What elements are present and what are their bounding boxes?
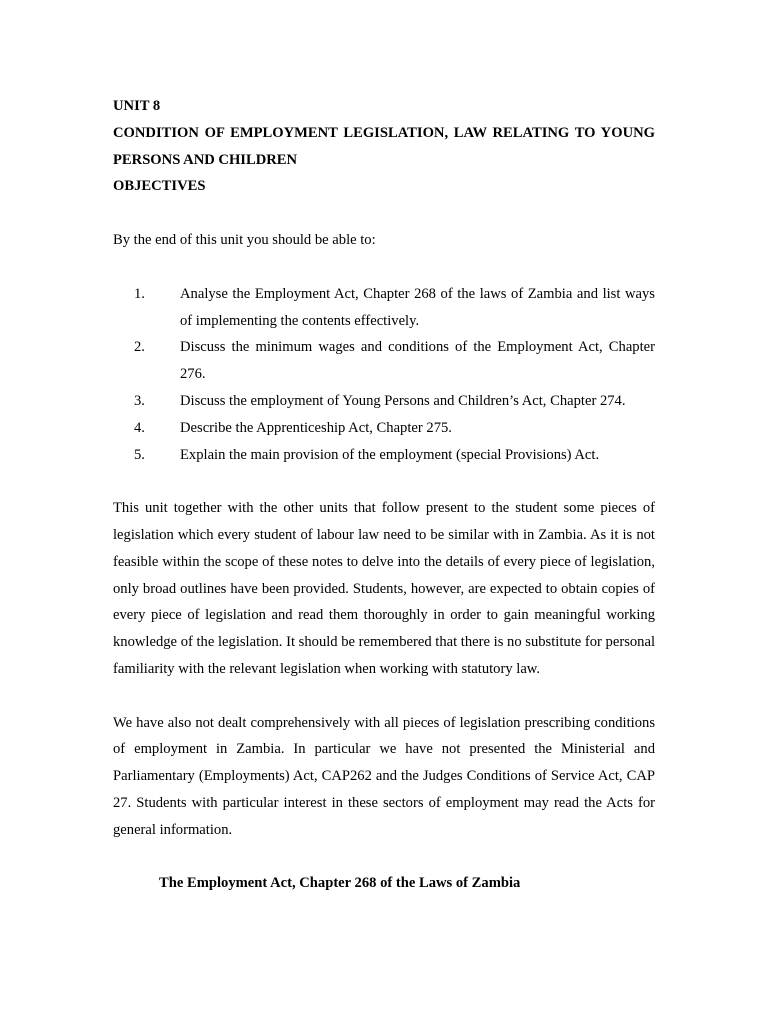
list-item-text: Describe the Apprenticeship Act, Chapter 275. bbox=[180, 419, 452, 436]
list-item-number: 3. bbox=[134, 392, 145, 409]
list-item-text: Discuss the employment of Young Persons and Children’s Act, Chapter 274. bbox=[180, 392, 626, 409]
list-item-number: 2. bbox=[134, 339, 145, 356]
list-item bbox=[113, 415, 655, 442]
section-title: The Employment Act, Chapter 268 of the Laws of Zambia bbox=[159, 875, 521, 892]
document-page bbox=[113, 93, 655, 897]
list-item bbox=[113, 334, 655, 388]
list-item-number: 5. bbox=[134, 446, 145, 463]
objectives-heading: OBJECTIVES bbox=[113, 178, 206, 195]
list-item bbox=[113, 281, 655, 335]
objectives-list bbox=[113, 281, 655, 469]
intro-text: By the end of this unit you should be able to: bbox=[113, 232, 376, 249]
unit-title: CONDITION OF EMPLOYMENT LEGISLATION, LAW RELATING TO YOUNG PERSONS AND CHILDREN bbox=[113, 124, 655, 168]
body-paragraph: We have also not dealt comprehensively with all pieces of legislation prescribing conditions of employment in Zambia. In particular we have not presented the Ministerial and Parliamentary (Employments) Act, CAP262 and the Judges Conditions of Service Act, CAP 27. Students with particular interest in these sectors of employment may read the Acts for general information. bbox=[113, 714, 655, 838]
body-paragraph: This unit together with the other units that follow present to the student some pieces of legislation which every student of labour law need to be similar with in Zambia. As it is not feasible within the scope of these notes to delve into the details of every piece of legislation, only broad outlines have been provided. Students, however, are expected to obtain copies of every piece of legislation and read them thoroughly in order to gain meaningful working knowledge of the legislation. It should be remembered that there is no substitute for personal familiarity with the relevant legislation when working with statutory law. bbox=[113, 500, 655, 677]
list-item bbox=[113, 388, 655, 415]
list-item-text: Discuss the minimum wages and conditions of the Employment Act, Chapter 276. bbox=[180, 339, 655, 383]
unit-label: UNIT 8 bbox=[113, 98, 161, 114]
list-item bbox=[113, 442, 655, 469]
list-item-number: 1. bbox=[134, 285, 145, 302]
list-item-text: Explain the main provision of the employment (special Provisions) Act. bbox=[180, 446, 600, 463]
list-item-text: Analyse the Employment Act, Chapter 268 of the laws of Zambia and list ways of implementing the contents effectively. bbox=[180, 285, 655, 329]
list-item-number: 4. bbox=[134, 419, 145, 436]
